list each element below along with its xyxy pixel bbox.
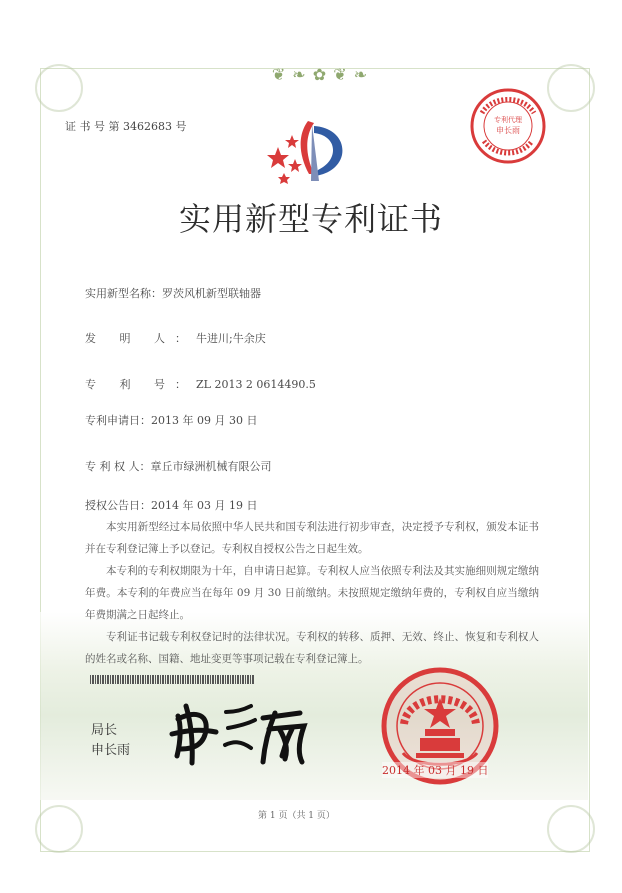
grant-date-row [85,497,257,513]
left-top-ornament-icon [35,64,83,112]
body-paragraph-1: 本实用新型经过本局依照中华人民共和国专利法进行初步审查，决定授予专利权，颁发本证书并在专利登记簿上予以登记。专利权自授权公告之日起生效。 [85,521,539,555]
right-bottom-ornament-icon [547,805,595,853]
patent-agent-seal [467,85,549,167]
patent-number-value: ZL 2013 2 0614490.5 [196,378,316,391]
body-paragraph-2: 本专利的专利权期限为十年，自申请日起算。专利权人应当依照专利法及其实施细则规定缴纳年费。本专利的年费应当在每年 09 月 30 日前缴纳。未按照规定缴纳年费的，专利权自应当缴纳年费期满之日起终止。 [85,565,539,621]
certificate-number: 证 书 号 第 3462683 号 [65,120,187,133]
director-title-line-1: 局长 [91,722,118,737]
right-top-ornament-icon [547,64,595,112]
patentee-value: 章丘市绿洲机械有限公司 [150,460,272,473]
svg-text:申长雨: 申长雨 [496,126,520,135]
application-date-row [85,412,257,428]
certificate-body [85,516,539,670]
grant-date-value: 2014 年 03 月 19 日 [151,499,258,512]
application-date-value: 2013 年 09 月 30 日 [151,414,258,427]
body-paragraph-3: 专利证书记载专利权登记时的法律状况。专利权的转移、质押、无效、终止、恢复和专利权人的姓名或名称、国籍、地址变更等事项记载在专利登记簿上。 [85,631,539,665]
patentee-row [85,458,272,474]
patent-number-label: 专 利 号： [85,378,196,391]
svg-text:专利代理: 专利代理 [494,116,522,124]
inventor-label: 发 明 人： [85,332,196,345]
patent-number-row [85,376,316,392]
director-signature-icon [168,698,323,768]
director-title [91,720,130,760]
patent-office-logo [260,116,364,188]
utility-model-name-label: 实用新型名称： [85,287,162,300]
certificate-title: 实用新型专利证书 [178,200,443,238]
director-title-line-2: 申长雨 [91,742,131,757]
seal-date: 2014 年 03 月 19 日 [382,764,489,777]
page-footer: 第 1 页（共 1 页） [258,811,335,821]
grant-date-label: 授权公告日： [85,499,151,512]
inventor-value: 牛进川;牛余庆 [196,332,266,345]
application-date-label: 专利申请日： [85,414,151,427]
utility-model-name-value: 罗茨风机新型联轴器 [162,287,261,300]
inventor-row [85,330,266,346]
top-ornament-icon: ❦ ❧ ✿ ❦ ❧ [271,65,369,84]
patentee-label: 专 利 权 人： [85,460,151,473]
barcode [90,675,254,684]
utility-model-name-row [85,285,261,301]
left-bottom-ornament-icon [35,805,83,853]
